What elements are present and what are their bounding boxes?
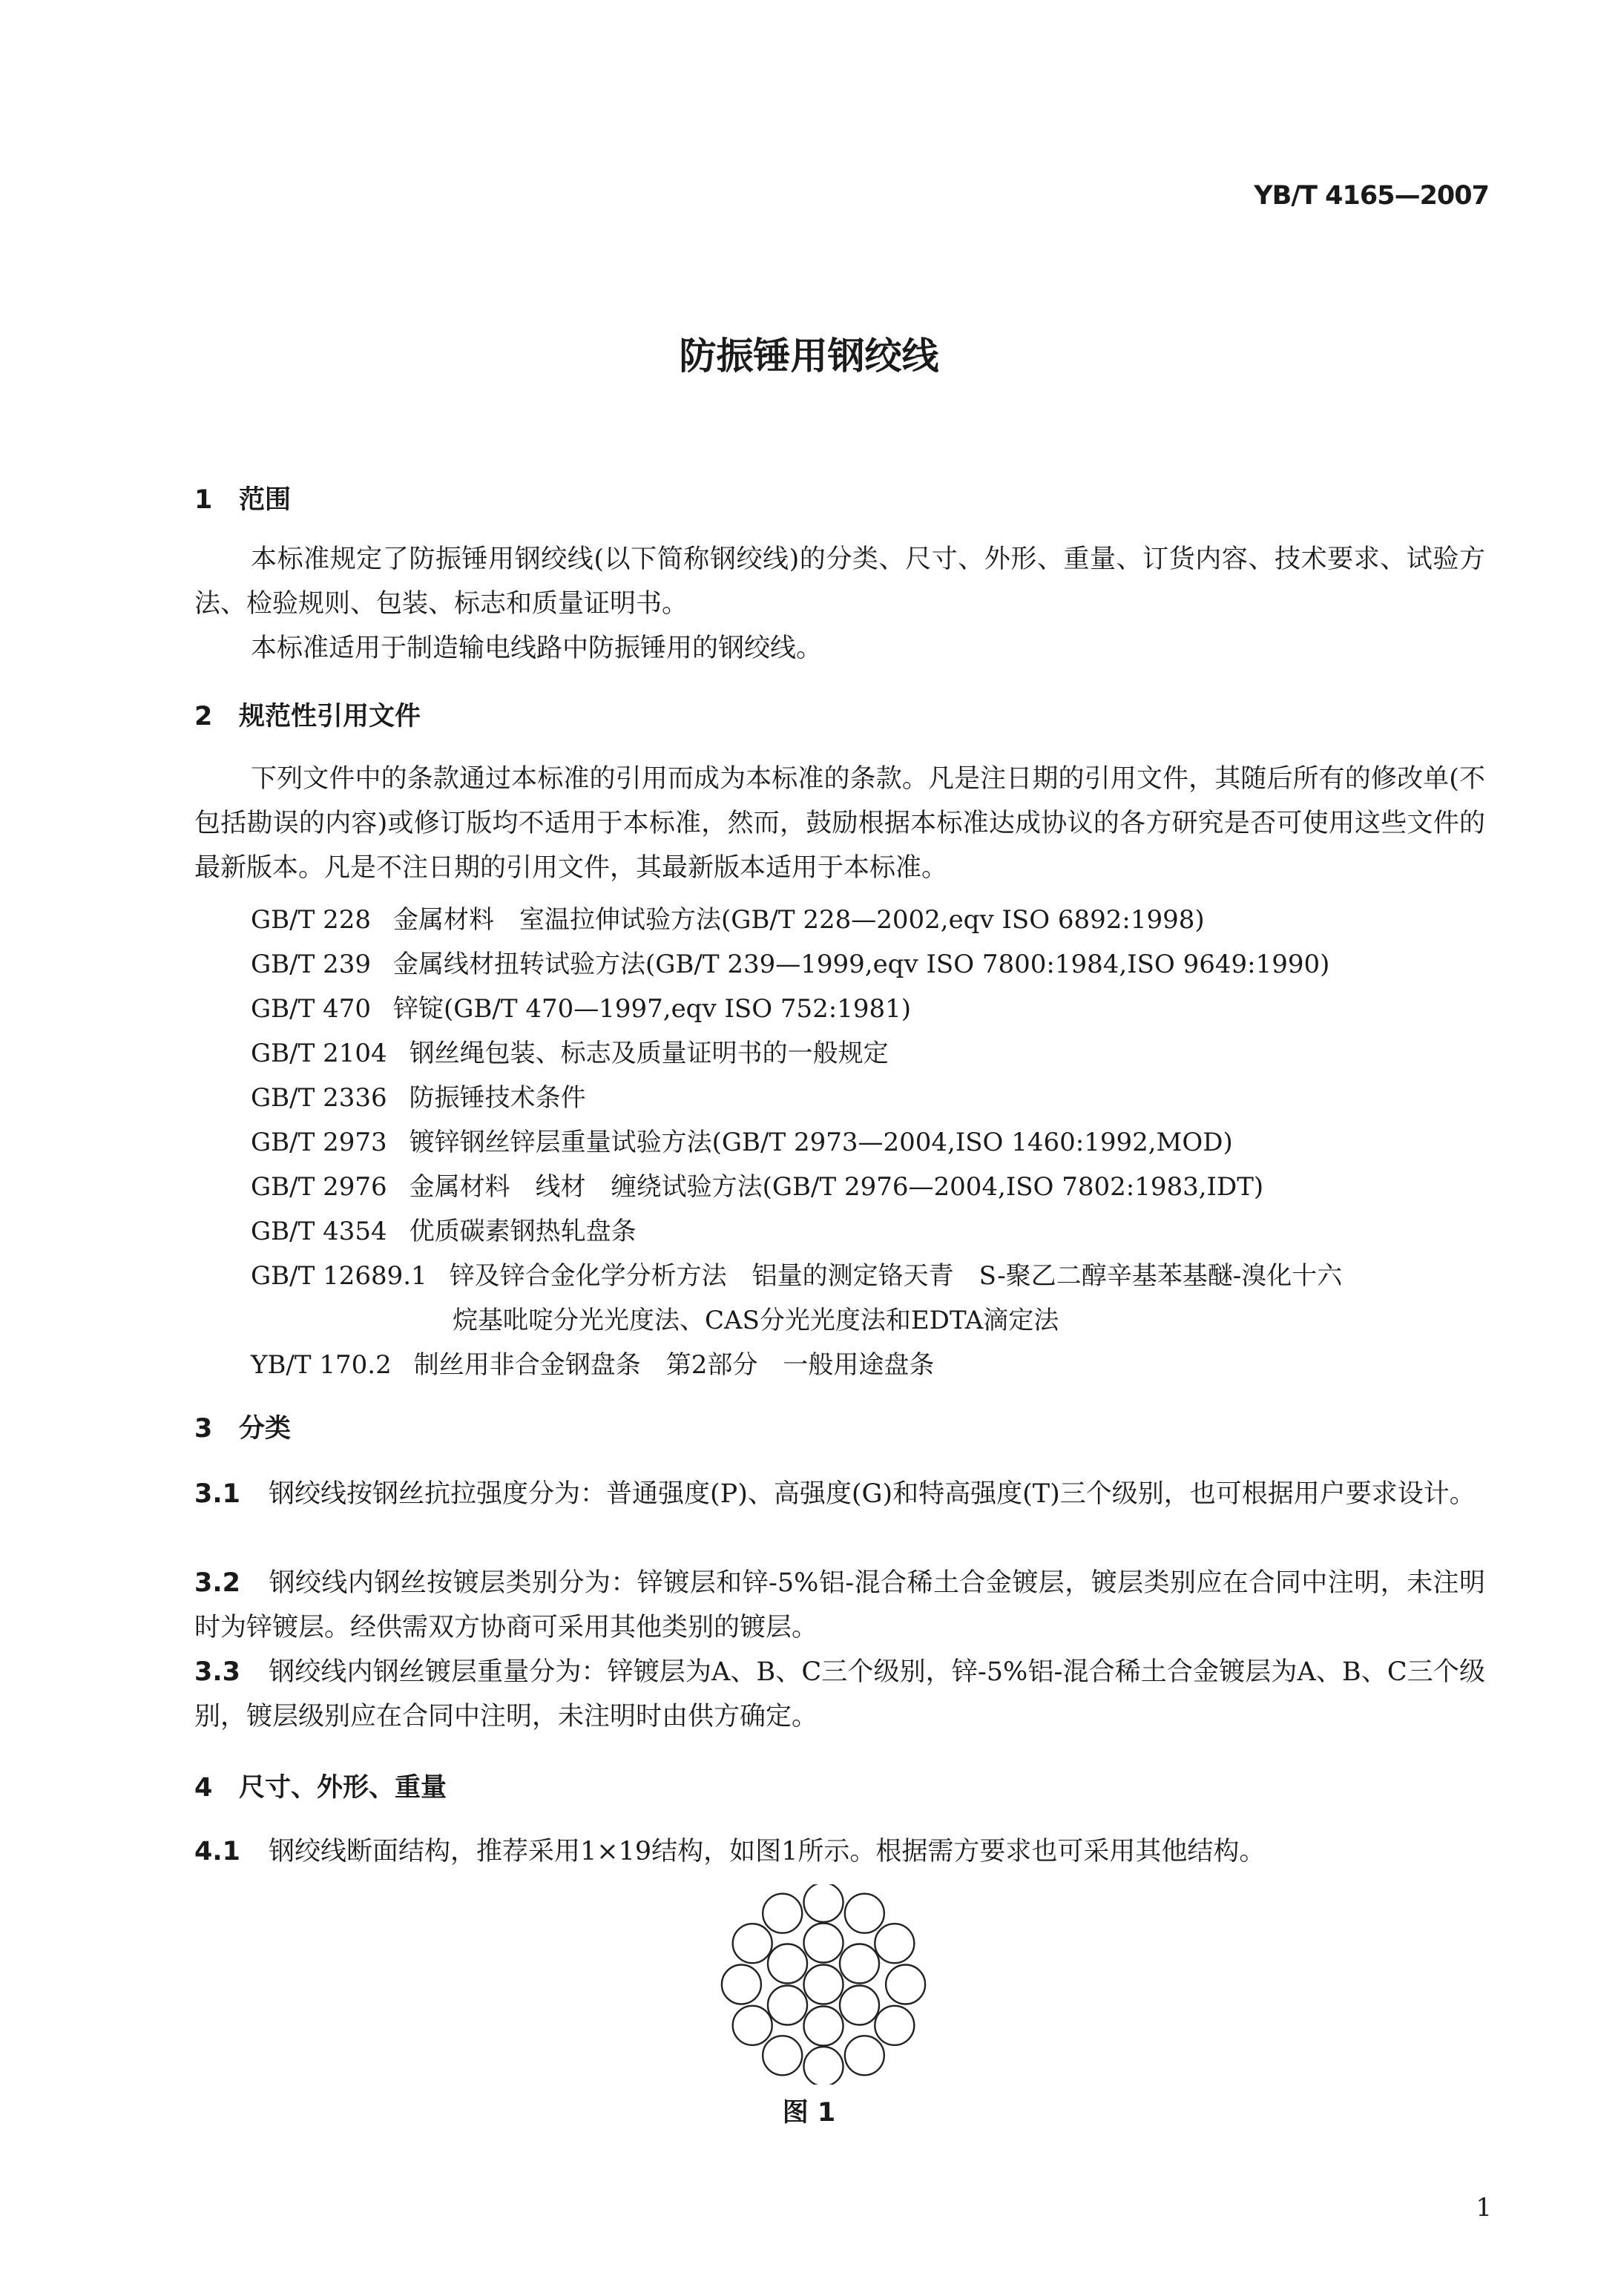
clause-3-1 bbox=[194, 1472, 1485, 1516]
wire-circle bbox=[763, 1894, 802, 1933]
section-3-number: 3 bbox=[194, 1414, 213, 1444]
reference-code: GB/T 2976 bbox=[251, 1172, 387, 1202]
section-1-paragraph-2: 本标准适用于制造输电线路中防振锤用的钢绞线。 bbox=[251, 634, 823, 663]
clause-text: 钢绞线按钢丝抗拉强度分为：普通强度(P)、高强度(G)和特高强度(T)三个级别，也可根据用户要求设计。 bbox=[269, 1479, 1476, 1509]
reference-title: 钢丝绳包装、标志及质量证明书的一般规定 bbox=[409, 1039, 889, 1068]
strand-cross-section-figure bbox=[720, 1884, 927, 2085]
reference-item bbox=[251, 899, 1205, 935]
standard-number: YB/T 4165—2007 bbox=[1254, 181, 1489, 211]
reference-code: GB/T 239 bbox=[251, 950, 371, 979]
clause-number: 4.1 bbox=[194, 1837, 241, 1866]
wire-circle bbox=[733, 2006, 772, 2045]
reference-code: YB/T 170.2 bbox=[251, 1350, 392, 1380]
wire-circle bbox=[768, 1944, 807, 1984]
reference-item bbox=[251, 1077, 586, 1114]
reference-code: GB/T 12689.1 bbox=[251, 1261, 427, 1291]
reference-item bbox=[251, 1344, 934, 1381]
section-3-heading bbox=[194, 1408, 291, 1445]
reference-title: 制丝用非合金钢盘条 第2部分 一般用途盘条 bbox=[413, 1350, 935, 1380]
wire-circle bbox=[875, 2006, 914, 2045]
wire-circle bbox=[733, 1924, 772, 1963]
reference-code: GB/T 2973 bbox=[251, 1128, 387, 1157]
wire-circle bbox=[845, 1894, 884, 1933]
wire-circle bbox=[804, 1884, 843, 1922]
clause-number: 3.1 bbox=[194, 1479, 241, 1509]
clause-text: 钢绞线内钢丝按镀层类别分为：锌镀层和锌-5%铝-混合稀土合金镀层，镀层类别应在合同中注明，未注明时为锌镀层。经供需双方协商可采用其他类别的镀层。 bbox=[194, 1568, 1485, 1642]
reference-title: 镀锌钢丝锌层重量试验方法(GB/T 2973—2004,ISO 1460:1992,MOD) bbox=[409, 1128, 1233, 1157]
section-2-number: 2 bbox=[194, 702, 213, 731]
section-1-heading bbox=[194, 479, 291, 516]
reference-item bbox=[251, 988, 911, 1024]
reference-code: GB/T 470 bbox=[251, 994, 371, 1024]
reference-continuation: 烷基吡啶分光光度法、CAS分光光度法和EDTA滴定法 bbox=[453, 1306, 1059, 1335]
section-4-number: 4 bbox=[194, 1773, 213, 1803]
reference-item bbox=[251, 1033, 889, 1069]
clause-text: 钢绞线内钢丝镀层重量分为：锌镀层为A、B、C三个级别，锌-5%铝-混合稀土合金镀层为A、B、C三个级别，镀层级别应在合同中注明，未注明时由供方确定。 bbox=[194, 1657, 1485, 1731]
wire-circle bbox=[804, 2047, 843, 2085]
reference-title: 锌锭(GB/T 470—1997,eqv ISO 752:1981) bbox=[392, 994, 912, 1024]
reference-code: GB/T 228 bbox=[251, 905, 371, 935]
reference-title: 金属材料 线材 缠绕试验方法(GB/T 2976—2004,ISO 7802:1983,IDT) bbox=[409, 1172, 1264, 1202]
section-1-title: 范围 bbox=[239, 485, 292, 515]
clause-number: 3.2 bbox=[194, 1568, 241, 1598]
clause-4-1 bbox=[194, 1829, 1485, 1874]
reference-title: 金属线材扭转试验方法(GB/T 239—1999,eqv ISO 7800:1984,ISO 9649:1990) bbox=[392, 950, 1330, 979]
wire-circle bbox=[886, 1965, 925, 2004]
reference-title: 金属材料 室温拉伸试验方法(GB/T 228—2002,eqv ISO 6892:1998) bbox=[392, 905, 1205, 935]
reference-item bbox=[251, 1211, 637, 1247]
reference-item bbox=[251, 944, 1329, 980]
section-4-heading bbox=[194, 1767, 447, 1804]
reference-item bbox=[251, 1122, 1233, 1158]
wire-circle bbox=[722, 1965, 761, 2004]
reference-item bbox=[251, 1255, 1342, 1292]
wire-circle bbox=[804, 1924, 843, 1963]
section-1-number: 1 bbox=[194, 485, 213, 515]
document-title: 防振锤用钢绞线 bbox=[679, 335, 939, 378]
section-4-title: 尺寸、外形、重量 bbox=[239, 1773, 447, 1803]
reference-item bbox=[251, 1166, 1263, 1203]
reference-title: 优质碳素钢热轧盘条 bbox=[409, 1217, 637, 1246]
reference-code: GB/T 2104 bbox=[251, 1039, 387, 1068]
figure-caption: 图 1 bbox=[782, 2098, 836, 2128]
reference-title: 防振锤技术条件 bbox=[409, 1083, 586, 1113]
clause-text: 钢绞线断面结构，推荐采用1×19结构，如图1所示。根据需方要求也可采用其他结构。 bbox=[269, 1837, 1266, 1866]
wire-circle bbox=[840, 1944, 879, 1984]
reference-title: 锌及锌合金化学分析方法 铝量的测定铬天青 S-聚乙二醇辛基苯基醚-溴化十六 bbox=[449, 1261, 1343, 1291]
clause-number: 3.3 bbox=[194, 1657, 241, 1687]
section-2-paragraph-1: 下列文件中的条款通过本标准的引用而成为本标准的条款。凡是注日期的引用文件，其随后所有的修改单(不包括勘误的内容)或修订版均不适用于本标准，然而，鼓励根据本标准达成协议的各方研究是否可使用这些文件的最新版本。凡是不注日期的引用文件，其最新版本适用于本标准。 bbox=[194, 764, 1485, 883]
wire-circle bbox=[768, 1986, 807, 2025]
reference-code: GB/T 4354 bbox=[251, 1217, 387, 1246]
clause-3-3 bbox=[194, 1650, 1485, 1739]
section-3-title: 分类 bbox=[239, 1414, 292, 1444]
wire-circle bbox=[804, 1965, 843, 2004]
wire-circle bbox=[875, 1924, 914, 1963]
section-1-paragraph-1: 本标准规定了防振锤用钢绞线(以下简称钢绞线)的分类、尺寸、外形、重量、订货内容、技术要求、试验方法、检验规则、包装、标志和质量证明书。 bbox=[194, 545, 1485, 619]
wire-circle bbox=[804, 2007, 843, 2046]
clause-3-2 bbox=[194, 1561, 1485, 1650]
wire-circle bbox=[763, 2036, 802, 2075]
section-2-heading bbox=[194, 696, 421, 733]
wire-circle bbox=[845, 2036, 884, 2075]
wire-circle bbox=[840, 1986, 879, 2025]
page-number: 1 bbox=[1476, 2193, 1492, 2223]
reference-code: GB/T 2336 bbox=[251, 1083, 387, 1113]
section-2-title: 规范性引用文件 bbox=[239, 702, 421, 731]
